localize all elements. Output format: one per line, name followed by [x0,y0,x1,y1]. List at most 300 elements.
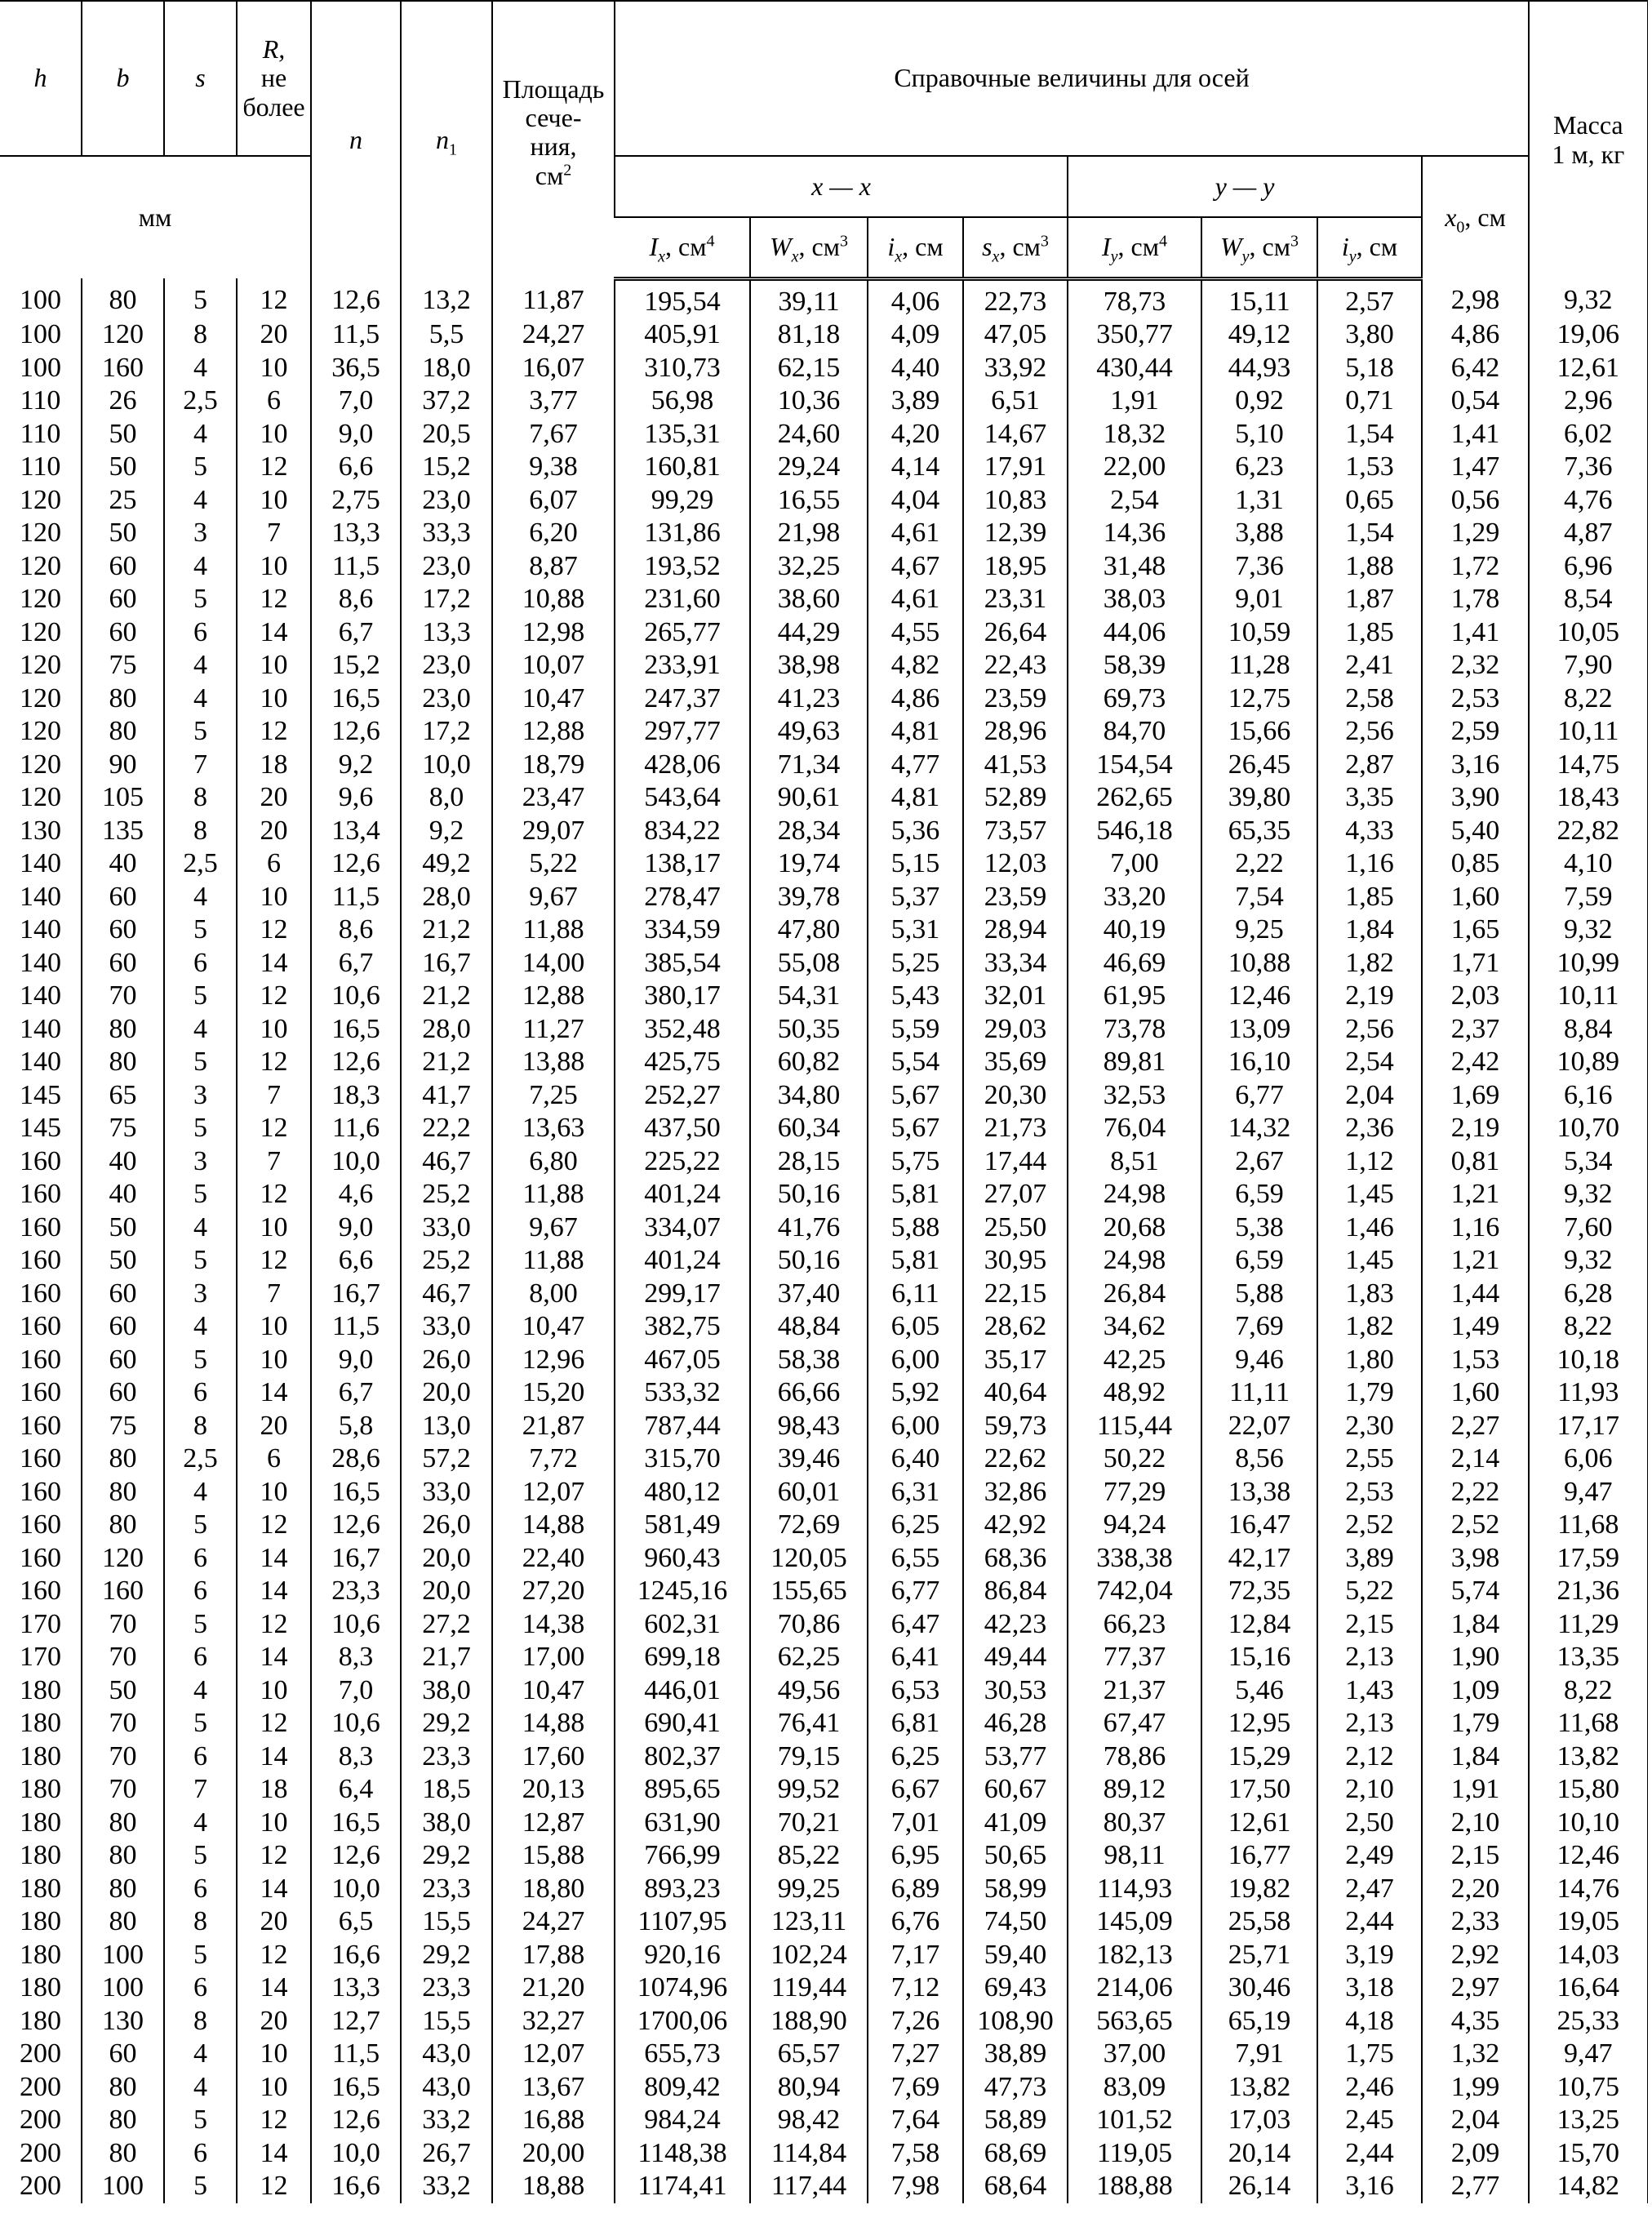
cell-mass: 6,16 [1529,1079,1647,1113]
cell-wy: 65,19 [1201,2005,1317,2038]
table-row [0,1773,1647,1807]
cell-mass: 13,25 [1529,2104,1647,2137]
cell-wy: 12,46 [1201,980,1317,1013]
table-row [0,484,1647,518]
cell-wy: 39,80 [1201,781,1317,815]
cell-ix-moment: 405,91 [615,318,750,352]
cell-n: 16,5 [311,682,401,716]
cell-wy: 30,46 [1201,1971,1317,2005]
cell-sx: 58,89 [963,2104,1068,2137]
cell-n1: 28,0 [401,881,492,914]
table-row [0,1211,1647,1245]
cell-n: 18,3 [311,1079,401,1113]
cell-x0: 0,56 [1422,484,1529,518]
cell-n1: 23,3 [401,1740,492,1774]
cell-mass: 5,34 [1529,1145,1647,1179]
cell-x0: 4,35 [1422,2005,1529,2038]
table-row [0,749,1647,782]
cell-b: 70 [82,1641,164,1674]
cell-h: 180 [20,1906,61,1936]
cell-n1: 26,0 [401,1344,492,1377]
cell-n1: 25,2 [401,1178,492,1211]
cell-n: 23,3 [311,1575,401,1608]
cell-wy: 13,82 [1201,2071,1317,2105]
cell-ix-radius: 6,00 [868,1410,963,1443]
cell-sx: 26,64 [963,616,1068,650]
cell-wy: 7,69 [1201,1310,1317,1344]
cell-sx: 40,64 [963,1376,1068,1410]
cell-b: 60 [82,913,164,947]
cell-n1: 21,2 [401,1046,492,1079]
cell-x0: 4,86 [1422,318,1529,352]
cell-b: 80 [82,2071,164,2105]
cell-b: 160 [82,1575,164,1608]
cell-h: 120 [20,518,61,548]
cell-sx: 30,53 [963,1674,1068,1708]
cell-iy-moment: 50,22 [1068,1442,1201,1476]
cell-x0: 1,72 [1422,550,1529,584]
cell-h: 120 [20,749,61,780]
table-row [0,781,1647,815]
cell-b: 26 [82,385,164,418]
cell-n: 11,5 [311,550,401,584]
cell-b: 160 [82,352,164,385]
cell-wy: 42,17 [1201,1542,1317,1576]
cell-h: 160 [20,1509,61,1540]
cell-sx: 29,03 [963,1013,1068,1047]
cell-x0: 2,97 [1422,1971,1529,2005]
cell-mass: 17,59 [1529,1542,1647,1576]
cell-iy-moment: 89,81 [1068,1046,1201,1079]
cell-wy: 5,88 [1201,1278,1317,1311]
cell-ix-moment: 131,86 [615,517,750,550]
cell-h: 180 [20,1774,61,1804]
cell-ix-moment: 160,81 [615,451,750,484]
cell-b: 100 [82,1971,164,2005]
cell-n: 5,8 [311,1410,401,1443]
cell-iy-radius: 2,49 [1317,1839,1422,1873]
cell-n: 15,2 [311,649,401,682]
cell-iy-radius: 4,33 [1317,815,1422,848]
cell-s: 2,5 [164,1442,237,1476]
cell-x0: 1,60 [1422,1376,1529,1410]
cell-sx: 6,51 [963,385,1068,418]
table-body [0,278,1647,2203]
cell-area: 7,67 [492,418,615,451]
cell-wy: 6,77 [1201,1079,1317,1113]
cell-r: 12 [237,2104,311,2137]
table-row [0,318,1647,352]
cell-n1: 23,0 [401,484,492,518]
cell-mass: 8,84 [1529,1013,1647,1047]
cell-wx: 62,15 [750,352,868,385]
cell-n1: 23,0 [401,682,492,716]
cell-ix-moment: 802,37 [615,1740,750,1774]
cell-n1: 33,2 [401,2104,492,2137]
table-row [0,715,1647,749]
cell-wy: 12,95 [1201,1707,1317,1740]
header-wx-base: W [770,232,792,262]
cell-ix-moment: 135,31 [615,418,750,451]
cell-wx: 60,01 [750,1476,868,1509]
cell-n1: 33,0 [401,1476,492,1509]
cell-ix-radius: 5,81 [868,1178,963,1211]
cell-b: 40 [82,1145,164,1179]
table-row [0,2137,1647,2171]
cell-wy: 3,88 [1201,517,1317,550]
cell-wy: 15,29 [1201,1740,1317,1774]
cell-iy-moment: 80,37 [1068,1807,1201,1840]
cell-h: 180 [20,1972,61,2003]
cell-x0: 1,71 [1422,947,1529,980]
cell-wy: 17,50 [1201,1773,1317,1807]
cell-h: 180 [20,1840,61,1870]
cell-x0: 6,42 [1422,352,1529,385]
cell-n1: 8,0 [401,781,492,815]
cell-ix-radius: 6,76 [868,1905,963,1939]
cell-area: 29,07 [492,815,615,848]
cell-area: 10,47 [492,682,615,716]
cell-ix-moment: 401,24 [615,1244,750,1278]
cell-s: 5 [164,1839,237,1873]
cell-iy-moment: 77,29 [1068,1476,1201,1509]
cell-n: 13,3 [311,517,401,550]
cell-n: 13,4 [311,815,401,848]
cell-wx: 48,84 [750,1310,868,1344]
cell-sx: 33,34 [963,947,1068,980]
cell-wy: 15,16 [1201,1641,1317,1674]
header-n1 [401,1,492,278]
cell-ix-radius: 4,09 [868,318,963,352]
cell-x0: 5,40 [1422,815,1529,848]
table-row [0,1376,1647,1410]
cell-area: 12,88 [492,715,615,749]
cell-iy-moment: 73,78 [1068,1013,1201,1047]
cell-ix-radius: 4,04 [868,484,963,518]
cell-wy: 1,31 [1201,484,1317,518]
cell-n1: 25,2 [401,1244,492,1278]
cell-wx: 90,61 [750,781,868,815]
cell-area: 8,87 [492,550,615,584]
cell-wx: 32,25 [750,550,868,584]
cell-b: 80 [82,2137,164,2171]
cell-mass: 12,61 [1529,352,1647,385]
cell-iy-moment: 84,70 [1068,715,1201,749]
header-b: b [82,1,164,156]
cell-iy-moment: 119,05 [1068,2137,1201,2171]
cell-x0: 1,99 [1422,2071,1529,2105]
header-wx [750,217,868,278]
cell-area: 11,87 [492,278,615,318]
cell-b: 80 [82,1509,164,1542]
cell-wx: 71,34 [750,749,868,782]
cell-n1: 43,0 [401,2071,492,2105]
cell-wx: 62,25 [750,1641,868,1674]
cell-ix-radius: 5,37 [868,881,963,914]
cell-n: 9,6 [311,781,401,815]
cell-ix-radius: 6,95 [868,1839,963,1873]
cell-wy: 11,28 [1201,649,1317,682]
cell-n: 28,6 [311,1442,401,1476]
cell-b: 80 [82,1442,164,1476]
cell-ix-moment: 252,27 [615,1079,750,1113]
cell-x0: 2,22 [1422,1476,1529,1509]
cell-sx: 68,36 [963,1542,1068,1576]
header-wx-sup: 3 [840,232,848,251]
cell-iy-radius: 2,56 [1317,715,1422,749]
cell-wy: 26,45 [1201,749,1317,782]
cell-s: 4 [164,682,237,716]
cell-mass: 11,93 [1529,1376,1647,1410]
cell-ix-moment: 581,49 [615,1509,750,1542]
cell-sx: 28,94 [963,913,1068,947]
cell-iy-moment: 32,53 [1068,1079,1201,1113]
cell-iy-moment: 44,06 [1068,616,1201,650]
cell-sx: 60,67 [963,1773,1068,1807]
cell-mass: 6,02 [1529,418,1647,451]
cell-wx: 28,15 [750,1145,868,1179]
cell-iy-radius: 2,13 [1317,1707,1422,1740]
cell-r: 20 [237,1905,311,1939]
cell-n1: 27,2 [401,1608,492,1642]
cell-ix-moment: 631,90 [615,1807,750,1840]
cell-x0: 1,90 [1422,1641,1529,1674]
header-h: h [0,1,82,156]
table-row [0,583,1647,616]
cell-h: 145 [20,1113,61,1143]
cell-h: 140 [20,881,61,912]
cell-h: 140 [20,980,61,1011]
cell-ix-moment: 265,77 [615,616,750,650]
cell-n1: 23,3 [401,1873,492,1906]
cell-mass: 10,99 [1529,947,1647,980]
cell-s: 4 [164,1807,237,1840]
cell-iy-moment: 7,00 [1068,847,1201,881]
cell-iy-radius: 2,13 [1317,1641,1422,1674]
cell-iy-radius: 1,79 [1317,1376,1422,1410]
cell-wy: 49,12 [1201,318,1317,352]
cell-r: 10 [237,881,311,914]
cell-iy-radius: 2,53 [1317,1476,1422,1509]
cell-iy-moment: 101,52 [1068,2104,1201,2137]
cell-ix-radius: 6,00 [868,1344,963,1377]
cell-n1: 26,0 [401,1509,492,1542]
cell-area: 11,27 [492,1013,615,1047]
cell-r: 6 [237,847,311,881]
header-iy-moment-base: I [1102,232,1111,262]
cell-h: 120 [20,782,61,812]
cell-mass: 11,68 [1529,1707,1647,1740]
cell-iy-radius: 2,58 [1317,682,1422,716]
cell-ix-moment: 1074,96 [615,1971,750,2005]
cell-wy: 25,58 [1201,1905,1317,1939]
cell-sx: 73,57 [963,815,1068,848]
cell-b: 75 [82,649,164,682]
cell-wy: 7,91 [1201,2038,1317,2071]
cell-b: 60 [82,1376,164,1410]
cell-sx: 38,89 [963,2038,1068,2071]
cell-r: 14 [237,1740,311,1774]
header-sx-base: s [982,232,993,262]
table-row [0,1575,1647,1608]
header-iy-radius-unit: , см [1356,232,1398,262]
cell-wy: 7,54 [1201,881,1317,914]
table-row [0,2071,1647,2105]
cell-s: 3 [164,1145,237,1179]
cell-ix-moment: 543,64 [615,781,750,815]
cell-b: 65 [82,1079,164,1113]
cell-ix-moment: 895,65 [615,1773,750,1807]
table-row [0,1971,1647,2005]
cell-n: 8,6 [311,913,401,947]
cell-n: 4,6 [311,1178,401,1211]
cell-iy-radius: 1,83 [1317,1278,1422,1311]
cell-iy-radius: 1,16 [1317,847,1422,881]
cell-wy: 6,59 [1201,1178,1317,1211]
cell-mass: 21,36 [1529,1575,1647,1608]
cell-ix-moment: 1245,16 [615,1575,750,1608]
cell-ix-moment: 382,75 [615,1310,750,1344]
cell-n1: 23,0 [401,550,492,584]
cell-h: 200 [20,2038,61,2069]
cell-iy-radius: 3,80 [1317,318,1422,352]
cell-ix-moment: 1148,38 [615,2137,750,2171]
cell-iy-radius: 5,18 [1317,352,1422,385]
table-row [0,947,1647,980]
cell-b: 70 [82,1740,164,1774]
cell-wx: 50,35 [750,1013,868,1047]
cell-iy-radius: 1,45 [1317,1178,1422,1211]
cell-n: 10,0 [311,1873,401,1906]
header-r-line2: не [260,63,287,93]
cell-s: 5 [164,451,237,484]
header-ix-radius-base: i [887,232,895,262]
cell-s: 4 [164,1310,237,1344]
cell-area: 16,07 [492,352,615,385]
cell-wx: 55,08 [750,947,868,980]
cell-b: 25 [82,484,164,518]
cell-s: 8 [164,815,237,848]
header-n1-sub: 1 [449,140,457,159]
cell-h: 140 [20,1047,61,1077]
cell-s: 6 [164,947,237,980]
cell-sx: 58,99 [963,1873,1068,1906]
cell-ix-moment: 467,05 [615,1344,750,1377]
cell-x0: 1,91 [1422,1773,1529,1807]
cell-iy-moment: 48,92 [1068,1376,1201,1410]
cell-ix-radius: 6,81 [868,1707,963,1740]
cell-iy-radius: 2,45 [1317,2104,1422,2137]
cell-iy-radius: 3,89 [1317,1542,1422,1576]
cell-mass: 14,76 [1529,1873,1647,1906]
cell-wy: 12,75 [1201,682,1317,716]
cell-ix-moment: 310,73 [615,352,750,385]
cell-mass: 11,29 [1529,1608,1647,1642]
cell-iy-radius: 0,65 [1317,484,1422,518]
cell-mass: 15,70 [1529,2137,1647,2171]
cell-b: 75 [82,1112,164,1145]
cell-sx: 28,96 [963,715,1068,749]
header-mm: мм [0,156,311,278]
cell-x0: 5,74 [1422,1575,1529,1608]
cell-s: 5 [164,913,237,947]
cell-b: 80 [82,1013,164,1047]
cell-mass: 7,59 [1529,881,1647,914]
cell-area: 17,60 [492,1740,615,1774]
cell-mass: 4,87 [1529,517,1647,550]
cell-wy: 12,61 [1201,1807,1317,1840]
cell-mass: 10,75 [1529,2071,1647,2105]
cell-r: 14 [237,616,311,650]
cell-x0: 1,44 [1422,1278,1529,1311]
cell-sx: 17,44 [963,1145,1068,1179]
header-axis-yy [1068,156,1422,217]
cell-r: 7 [237,1278,311,1311]
cell-x0: 2,92 [1422,1939,1529,1972]
cell-wx: 10,36 [750,385,868,418]
cell-mass: 19,05 [1529,1905,1647,1939]
cell-iy-moment: 182,13 [1068,1939,1201,1972]
cell-area: 21,20 [492,1971,615,2005]
cell-ix-radius: 4,61 [868,517,963,550]
cell-iy-moment: 546,18 [1068,815,1201,848]
cell-s: 4 [164,881,237,914]
cell-wx: 117,44 [750,2170,868,2203]
cell-iy-radius: 0,71 [1317,385,1422,418]
cell-b: 40 [82,1178,164,1211]
cell-wx: 50,16 [750,1244,868,1278]
header-r-symbol: R, [262,34,286,64]
cell-h: 180 [20,1939,61,1970]
table-row [0,1079,1647,1113]
cell-x0: 2,27 [1422,1410,1529,1443]
cell-mass: 8,22 [1529,682,1647,716]
cell-r: 12 [237,1244,311,1278]
header-mass-line1: Масса [1552,110,1623,140]
cell-r: 12 [237,2170,311,2203]
cell-area: 13,67 [492,2071,615,2105]
cell-s: 8 [164,1905,237,1939]
cell-ix-radius: 5,75 [868,1145,963,1179]
cell-iy-moment: 98,11 [1068,1839,1201,1873]
cell-s: 3 [164,1079,237,1113]
cell-iy-radius: 2,57 [1317,278,1422,318]
cell-area: 12,87 [492,1807,615,1840]
cell-r: 20 [237,318,311,352]
cell-iy-radius: 3,16 [1317,2170,1422,2203]
cell-wy: 16,77 [1201,1839,1317,1873]
cell-h: 180 [20,1873,61,1904]
cell-iy-moment: 115,44 [1068,1410,1201,1443]
header-area-unit-sup: 2 [563,160,572,179]
cell-h: 200 [20,2171,61,2201]
cell-n1: 33,0 [401,1211,492,1245]
cell-s: 5 [164,980,237,1013]
cell-area: 14,88 [492,1707,615,1740]
table-row [0,1707,1647,1740]
cell-b: 60 [82,1344,164,1377]
cell-r: 12 [237,1046,311,1079]
cell-mass: 4,76 [1529,484,1647,518]
cell-n: 6,6 [311,1244,401,1278]
cell-sx: 10,83 [963,484,1068,518]
cell-n: 16,6 [311,2170,401,2203]
cell-n1: 15,5 [401,1905,492,1939]
cell-ix-moment: 787,44 [615,1410,750,1443]
cell-r: 12 [237,1939,311,1972]
cell-iy-radius: 1,46 [1317,1211,1422,1245]
cell-wy: 20,14 [1201,2137,1317,2171]
